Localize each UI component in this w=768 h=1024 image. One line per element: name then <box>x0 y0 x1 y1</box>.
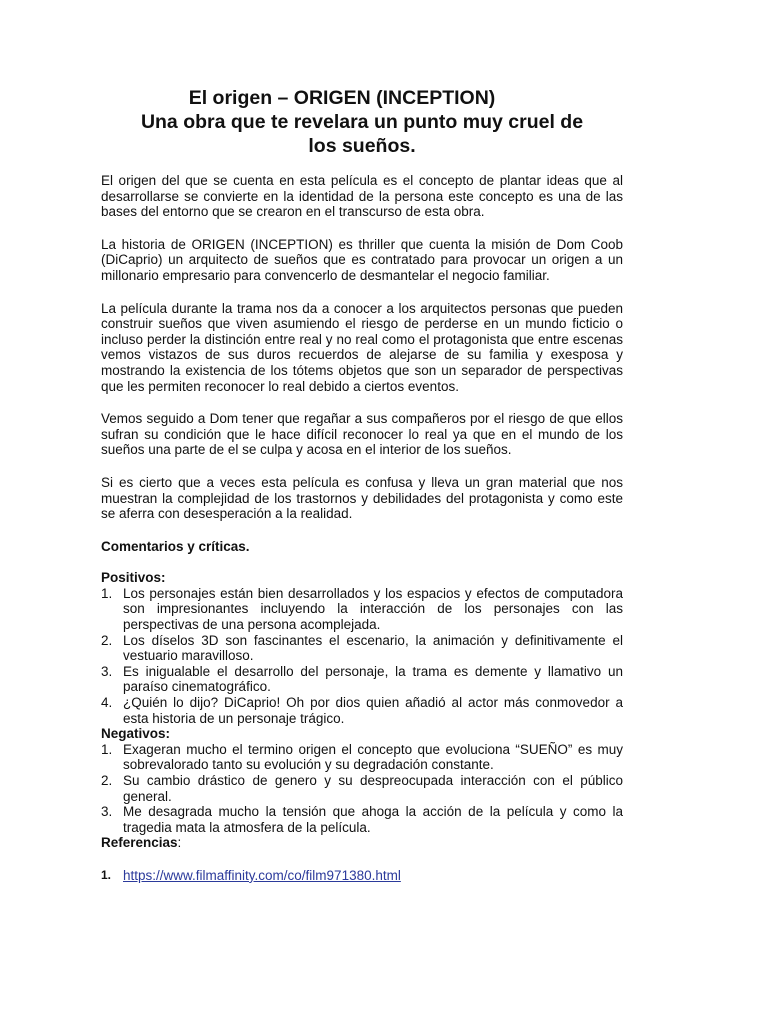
list-number: 3. <box>101 804 113 820</box>
list-number: 1. <box>101 585 113 601</box>
list-item <box>101 773 623 804</box>
list-item-text: Los díselos 3D son fascinantes el escenario, la animación y definitivamente el vestuario maravilloso. <box>123 632 623 664</box>
negatives-heading: Negativos: <box>101 726 171 742</box>
paragraph-architects: La película durante la trama nos da a conocer a los arquitectos personas que pueden construir sueños que viven asumiendo el riesgo de perderse en un mundo ficticio o incluso perder la distinción entre real y no real como el protagonista que entre escenas vemos vistazos de sus duros recuerdos de alejarse de su familia y exesposa y mostrando la existencia de los tótems objetos que son un separador de perspectivas que les permiten reconocer lo real debido a ciertos eventos. <box>101 300 623 394</box>
references-heading-colon: : <box>177 835 182 851</box>
title-line-1: El origen – ORIGEN (INCEPTION) <box>188 87 496 109</box>
list-number: 2. <box>101 773 113 788</box>
list-number: 3. <box>101 663 113 679</box>
reference-link[interactable]: https://www.filmaffinity.com/co/film971380.html <box>123 867 401 883</box>
list-item-text: Los personajes están bien desarrollados y los espacios y efectos de computadora son impresionantes incluyendo la interacción de los personajes con las perspectivas de una persona acomplejada. <box>123 585 623 633</box>
list-item <box>101 633 623 664</box>
positives-heading: Positivos: <box>101 570 166 586</box>
list-item <box>101 664 623 695</box>
list-number: 1. <box>101 741 113 757</box>
list-number: 2. <box>101 632 113 648</box>
list-item-text: Su cambio drástico de genero y su despreocupada interacción con el público general. <box>123 773 623 804</box>
comments-heading: Comentarios y críticas. <box>101 538 250 554</box>
list-item <box>101 695 623 726</box>
list-item-text: Es inigualable el desarrollo del personaje, la trama es demente y llamativo un paraíso cinematográfico. <box>123 663 623 695</box>
list-item <box>101 804 623 835</box>
list-number: 4. <box>101 695 113 711</box>
title-line-3: los sueños. <box>308 135 416 157</box>
list-item-text: Exageran mucho el termino origen el concepto que evoluciona “SUEÑO” es muy sobrevalorado tanto su evolución y su degradación constante. <box>123 741 623 773</box>
document-title <box>101 86 623 158</box>
paragraph-story: La historia de ORIGEN (INCEPTION) es thriller que cuenta la misión de Dom Coob (DiCaprio) un arquitecto de sueños que es contratado para provocar un origen a un millonario empresario para convencerlo de desmantelar el negocio familiar. <box>101 236 623 283</box>
list-item <box>101 742 623 773</box>
list-item-text: ¿Quién lo dijo? DiCaprio! Oh por dios quien añadió al actor más conmovedor a esta historia de un personaje trágico. <box>123 695 623 726</box>
paragraph-dom: Vemos seguido a Dom tener que regañar a sus compañeros por el riesgo de que ellos sufran su condición que le hace difícil reconocer lo real ya que en el mundo de los sueños una parte de el se culpa y acosa en el interior de los sueños. <box>101 411 623 458</box>
list-item-text: Me desagrada mucho la tensión que ahoga la acción de la película y como la tragedia mata la atmosfera de la película. <box>123 804 623 835</box>
references-list <box>101 868 623 884</box>
positives-list <box>101 586 623 726</box>
title-line-2: Una obra que te revelara un punto muy cruel de <box>140 111 584 133</box>
reference-item <box>101 868 623 884</box>
references-heading <box>101 835 623 851</box>
reference-number: 1. <box>101 867 112 882</box>
document-page <box>101 86 623 884</box>
paragraph-intro: El origen del que se cuenta en esta película es el concepto de plantar ideas que al desarrollarse se convierte en la identidad de la persona este concepto es una de las bases del entorno que se crearon en el transcurso de esta obra. <box>101 173 623 220</box>
paragraph-conclusion: Si es cierto que a veces esta película es confusa y lleva un gran material que nos muestran la complejidad de los trastornos y debilidades del protagonista y como este se aferra con desesperación a la realidad. <box>101 474 623 522</box>
list-item <box>101 586 623 633</box>
negatives-list <box>101 742 623 836</box>
references-heading-label: Referencias <box>101 835 178 851</box>
